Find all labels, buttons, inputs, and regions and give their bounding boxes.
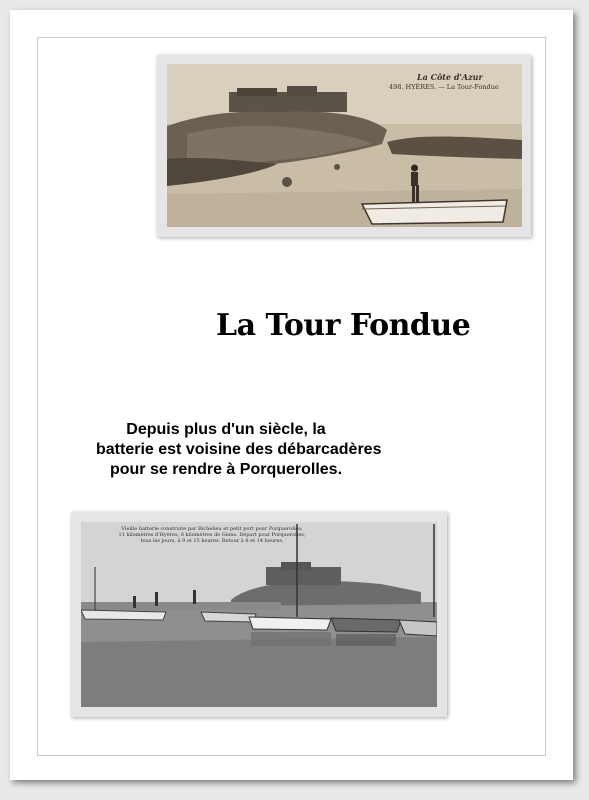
postcard-bottom-caption-line: tous les jours, à 9 et 15 heures. Retour à 8 et 14 heures. bbox=[140, 538, 284, 544]
postcard-top bbox=[157, 55, 531, 237]
postcard-bottom-caption bbox=[97, 526, 327, 544]
page-title: La Tour Fondue bbox=[216, 308, 471, 343]
postcard-bottom-image bbox=[81, 522, 437, 707]
postcard-top-caption-place: 498. HYÈRES. — La Tour-Fondue bbox=[389, 83, 499, 91]
page-sheet bbox=[10, 10, 573, 780]
body-text bbox=[96, 420, 382, 480]
body-text-line: pour se rendre à Porquerolles. bbox=[109, 461, 343, 478]
postcard-top-image bbox=[167, 64, 522, 227]
postcard-top-caption-region: La Côte d'Azur bbox=[417, 72, 483, 82]
postcard-bottom-caption-line: Vieille batterie construite par Richelieu et petit port pour Porquerolles; bbox=[121, 526, 303, 532]
postcard-bottom bbox=[71, 512, 447, 717]
body-text-line: Depuis plus d'un siècle, la bbox=[126, 421, 326, 438]
harbour-photo bbox=[81, 522, 437, 707]
body-text-line: batterie est voisine des débarcadères bbox=[96, 441, 382, 458]
postcard-bottom-caption-line: 11 kilomètres d'Hyères, 8 kilomètres de Giens. Départ pour Porquerolles, bbox=[118, 532, 306, 538]
